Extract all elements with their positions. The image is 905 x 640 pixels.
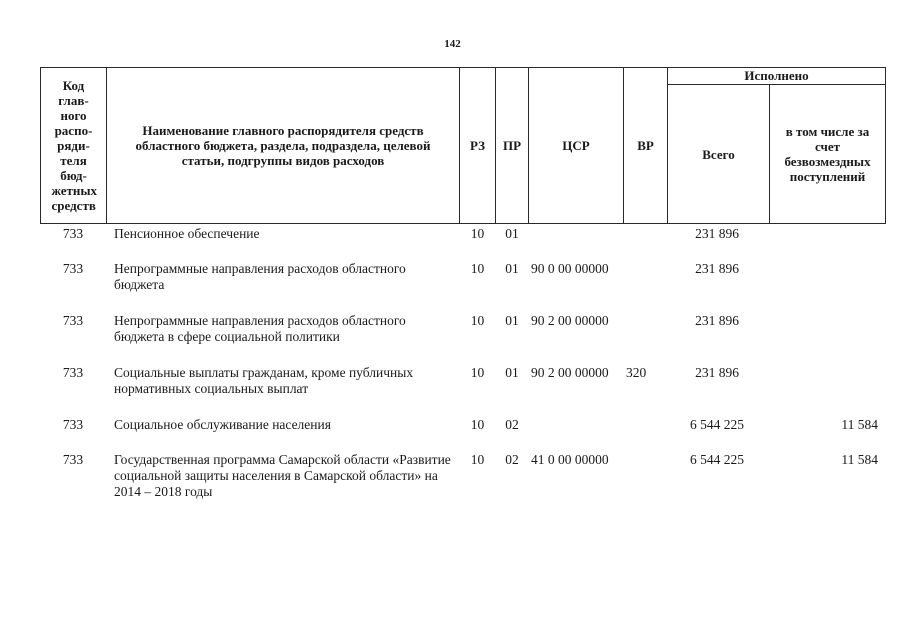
col-border xyxy=(885,67,886,223)
page-number: 142 xyxy=(444,38,461,50)
cell-code: 733 xyxy=(62,226,84,241)
cell-total: 231 896 xyxy=(695,261,739,276)
header-vr: ВР xyxy=(637,137,654,153)
header-name: Наименование главного распорядителя средств областного бюджета, раздела, подраздела, целевой статьи, подгруппы видов расходов xyxy=(135,122,431,168)
cell-rz: 10 xyxy=(470,417,485,432)
cell-code: 733 xyxy=(62,417,84,432)
header-free-receipts: в том числе за счет безвозмездных поступлений xyxy=(784,124,871,184)
cell-name: Непрограммные направления расходов областного бюджета xyxy=(114,261,406,292)
cell-rz: 10 xyxy=(470,313,485,328)
cell-pr: 01 xyxy=(505,226,519,241)
cell-pr: 02 xyxy=(505,452,519,467)
cell-pr: 01 xyxy=(505,365,519,380)
header-rz: РЗ xyxy=(470,137,485,153)
cell-name: Социальное обслуживание населения xyxy=(114,417,331,432)
cell-vr: 320 xyxy=(626,365,647,380)
cell-name: Пенсионное обеспечение xyxy=(114,226,260,241)
cell-total: 231 896 xyxy=(695,365,739,380)
cell-name: Государственная программа Самарской области «Развитие социальной защиты населения в Самарской области» на 2014 – 2018 годы xyxy=(114,452,451,499)
cell-csr: 41 0 00 00000 xyxy=(531,452,609,467)
cell-rz: 10 xyxy=(470,452,485,467)
cell-free: 11 584 xyxy=(841,417,878,432)
cell-pr: 01 xyxy=(505,313,519,328)
cell-total: 6 544 225 xyxy=(690,452,744,467)
cell-code: 733 xyxy=(62,365,84,380)
cell-total: 231 896 xyxy=(695,226,739,241)
header-bottom-border xyxy=(40,223,886,224)
cell-code: 733 xyxy=(62,452,84,467)
cell-rz: 10 xyxy=(470,365,485,380)
cell-total: 231 896 xyxy=(695,313,739,328)
cell-name: Социальные выплаты гражданам, кроме публичных нормативных социальных выплат xyxy=(114,365,414,396)
header-pr: ПР xyxy=(502,137,522,153)
cell-free: 11 584 xyxy=(841,452,878,467)
table-header xyxy=(40,67,886,223)
cell-code: 733 xyxy=(62,313,84,328)
cell-pr: 01 xyxy=(505,261,519,276)
header-code: Код глав-ного распо-ряди-теля бюд-жетных средств xyxy=(51,77,98,213)
cell-csr: 90 2 00 00000 xyxy=(531,313,609,328)
header-csr: ЦСР xyxy=(562,137,590,153)
header-executed: Исполнено xyxy=(744,68,809,83)
cell-rz: 10 xyxy=(470,261,485,276)
cell-rz: 10 xyxy=(470,226,485,241)
cell-name: Непрограммные направления расходов областного бюджета в сфере социальной политики xyxy=(114,313,406,344)
cell-total: 6 544 225 xyxy=(690,417,744,432)
header-total: Всего xyxy=(702,146,735,162)
cell-csr: 90 0 00 00000 xyxy=(531,261,609,276)
cell-csr: 90 2 00 00000 xyxy=(531,365,609,380)
cell-pr: 02 xyxy=(505,417,519,432)
cell-code: 733 xyxy=(62,261,84,276)
